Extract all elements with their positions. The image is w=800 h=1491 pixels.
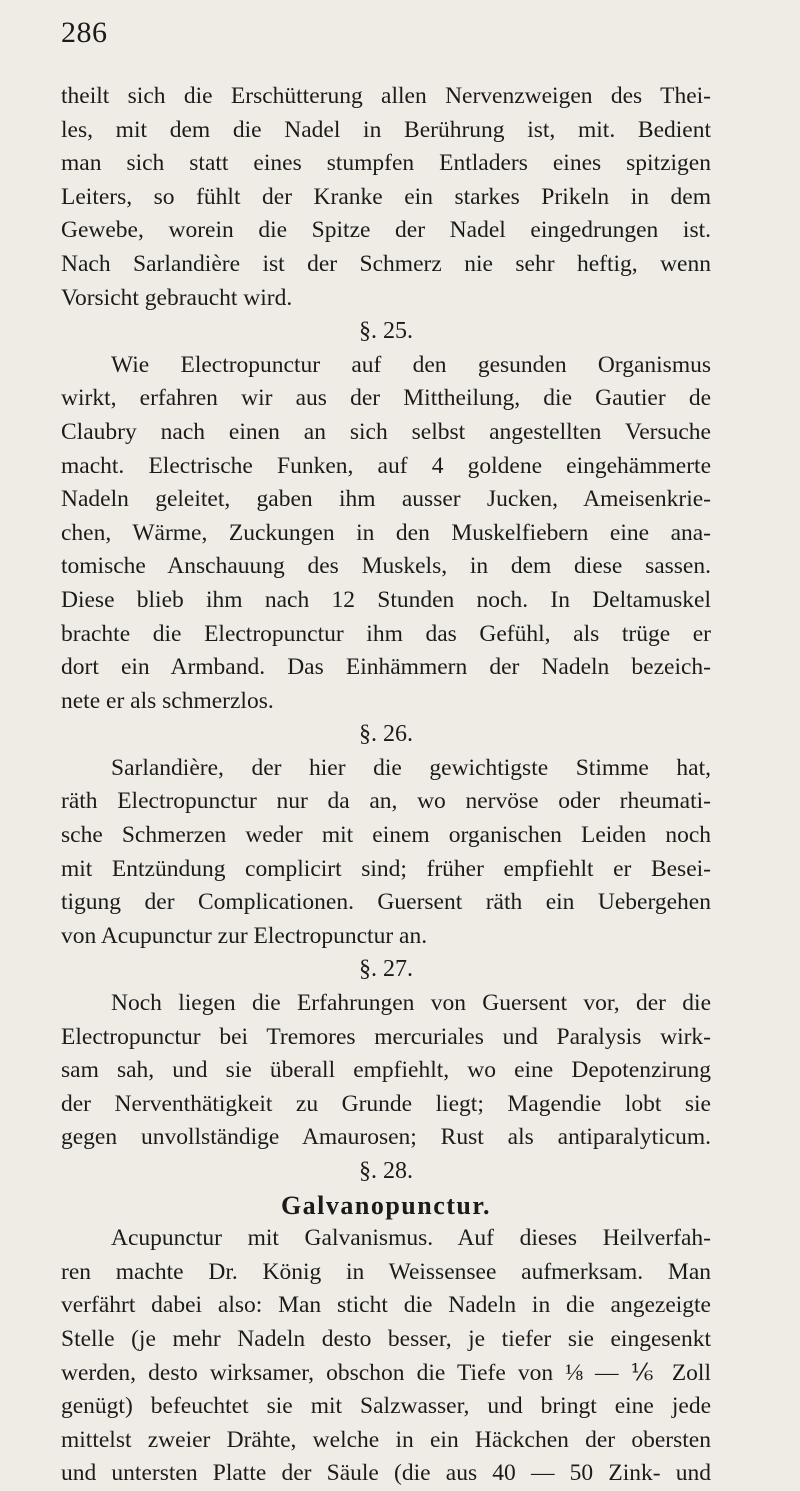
text-line: wirkt, erfahren wir aus der Mittheilung, die Gautier de [61,385,711,412]
text-line: räth Electropunctur nur da an, wo nervöse oder rheumati- [61,788,711,815]
page-body [61,80,711,1491]
text-line: von Acupunctur zur Electropunctur an. [61,922,428,949]
text-line: theilt sich die Erschütterung allen Nervenzweigen des Thei- [61,83,711,109]
page-number: 286 [61,16,108,49]
text-line: verfährt dabei also: Man sticht die Nadeln in die angezeigte [61,1292,711,1319]
text-line: Diese blieb ihm nach 12 Stunden noch. In Deltamuskel [61,586,711,613]
text-line: Gewebe, worein die Spitze der Nadel eingedrungen ist. [61,217,711,244]
text-line: Nach Sarlandière ist der Schmerz nie sehr heftig, wenn [61,250,711,277]
section-heading: §. 25. [359,318,413,345]
text-line: brachte die Electropunctur ihm das Gefühl, als trüge er [61,620,711,647]
text-line: dort ein Armband. Das Einhämmern der Nadeln bezeich- [61,654,711,681]
text-line: Electropunctur bei Tremores mercuriales und Paralysis wirk- [61,1023,711,1050]
text-line: man sich statt eines stumpfen Entladers eines spitzigen [61,150,711,177]
text-line: Vorsicht gebraucht wird. [61,284,293,311]
text-line: gegen unvollständige Amaurosen; Rust als antiparalyticum. [61,1124,711,1151]
text-line: Noch liegen die Erfahrungen von Guersent vor, der die [111,990,711,1017]
section-heading: §. 28. [359,1158,413,1184]
text-line: chen, Wärme, Zuckungen in den Muskelfiebern eine ana- [61,519,711,546]
text-line: Stelle (je mehr Nadeln desto besser, je tiefer sie eingesenkt [61,1325,711,1352]
text-line: der Nerventhätigkeit zu Grunde liegt; Magendie lobt sie [61,1090,711,1117]
text-line: Leiters, so fühlt der Kranke ein starkes Prikeln in dem [61,183,711,210]
text-line: Acupunctur mit Galvanismus. Auf dieses Heilverfah- [111,1225,711,1252]
text-line: mit Entzündung complicirt sind; früher empfiehlt er Besei- [61,855,711,882]
text-line: mittelst zweier Drähte, welche in ein Häckchen der obersten [61,1426,711,1453]
text-line: sam sah, und sie überall empfiehlt, wo eine Depotenzirung [61,1057,711,1084]
text-line: Nadeln geleitet, gaben ihm ausser Jucken, Ameisenkrie- [61,486,711,513]
section-heading: §. 27. [359,956,413,983]
text-line: werden, desto wirksamer, obschon die Tiefe von ⅛ — ⅙ Zoll [61,1359,711,1386]
text-line: Wie Electropunctur auf den gesunden Organismus [111,351,711,378]
text-line: tigung der Complicationen. Guersent räth ein Uebergehen [61,889,711,916]
text-line: genügt) befeuchtet sie mit Salzwasser, und bringt eine jede [61,1393,711,1420]
text-line: und untersten Platte der Säule (die aus 40 — 50 Zink- und [61,1460,711,1487]
section-title: Galvanopunctur. [280,1190,492,1220]
text-line: macht. Electrische Funken, auf 4 goldene eingehämmerte [61,452,711,479]
text-line: sche Schmerzen weder mit einem organischen Leiden noch [61,822,711,849]
section-heading: §. 26. [359,721,413,748]
text-line: Claubry nach einen an sich selbst angestellten Versuche [61,418,711,445]
text-line: Sarlandière, der hier die gewichtigste Stimme hat, [111,754,711,781]
text-line: tomische Anschauung des Muskels, in dem diese sassen. [61,553,711,580]
text-line: nete er als schmerzlos. [61,687,274,714]
text-line: les, mit dem die Nadel in Berührung ist, mit. Bedient [61,116,711,143]
text-line: ren machte Dr. König in Weissensee aufmerksam. Man [61,1258,711,1285]
